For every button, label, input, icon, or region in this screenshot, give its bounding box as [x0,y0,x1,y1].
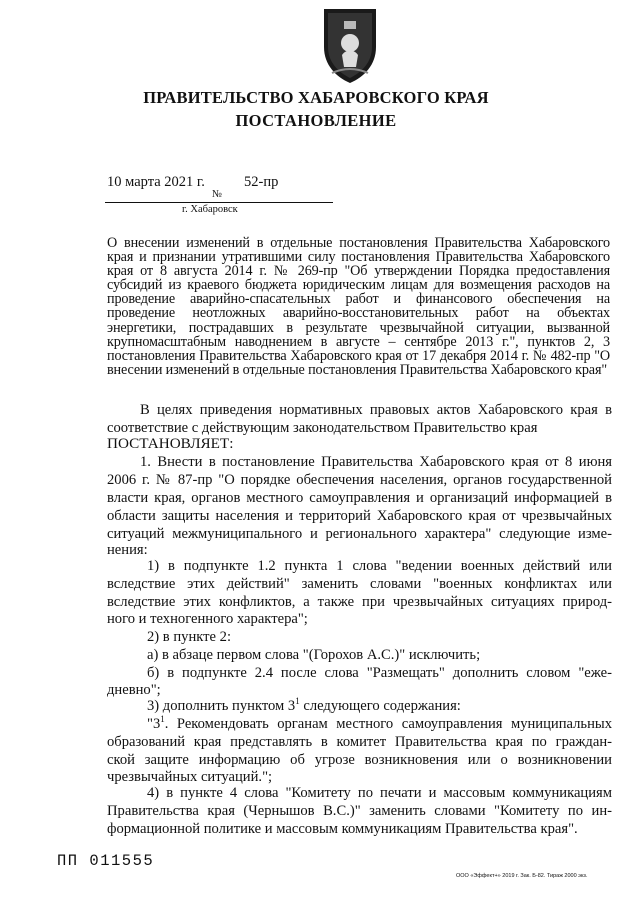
body-line: б) в подпункте 2.4 после слова "Размещать" дополнить словом "еже- [147,665,612,681]
coat-of-arms-emblem [318,3,382,87]
body-line-part: следующего содержания: [299,698,461,714]
printer-imprint: ООО «Эффект+» 2019 г. Зак. Б-82. Тираж 2000 экз. [456,873,588,879]
superscript-one: 1 [295,696,300,707]
document-number: 52-пр [244,174,279,190]
body-line: дневно"; [107,682,161,698]
body-line: нения: [107,542,148,558]
body-line: вследствие этих конфликтов, а также при чрезвычайных ситуациях природ- [107,594,612,610]
body-line-part: . Рекомендовать органам местного самоуправления муниципальных [164,716,612,732]
body-line: области защиты населения и территорий Хабаровского края от чрезвычайных [107,508,612,524]
body-line: 2006 г. № 87-пр "О порядке обеспечения населения, органов государственной [107,472,612,488]
city: г. Хабаровск [182,204,238,215]
body-line: 4) в пункте 4 слова "Комитету по печати и массовым коммуникациям [147,785,612,801]
body-line: ного и техногенного характера"; [107,611,308,627]
body-line [107,697,612,715]
body-line: власти края, органов местного самоуправления и организаций информацией в [107,490,612,506]
body-line-part: 3) дополнить пунктом 3 [147,698,296,714]
body-line: образований края представлять в комитет Правительства края по граждан- [107,734,612,750]
body-line: ситуаций межмуниципального и регионального характера" следующие изме- [107,526,612,542]
body-line: 1. Внести в постановление Правительства Хабаровского края от 8 июня [140,454,612,470]
date-number-line [105,202,333,203]
body-line-part: "3 [147,716,161,732]
body-line: соответствие с действующим законодательством Правительство края [107,420,538,436]
body-line: ПОСТАНОВЛЯЕТ: [107,435,234,452]
body-line: Правительства края (Чернышов В.С.)" заменить словами "Комитету по ин- [107,803,612,819]
body-line [107,715,612,733]
government-title: ПРАВИТЕЛЬСТВО ХАБАРОВСКОГО КРАЯ [143,88,489,107]
body-line: формационной политике и массовым коммуникациям Правительства края". [107,821,578,837]
body-line: 1) в подпункте 1.2 пункта 1 слова "ведении военных действий или [147,558,612,574]
document-date: 10 марта 2021 г. [107,174,205,190]
body-line: а) в абзаце первом слова "(Горохов А.С.)" исключить; [147,647,481,663]
form-serial-code: ПП 011555 [57,852,155,870]
document-subject: О внесении изменений в отдельные постановления Правительства Хабаровского края и признании утратившими силу постановления Правительства Хабаровского края от 8 августа 2014 г. № 269-пр "Об утверждении Порядка предоставления субсидий из краевого бюджета юридическим лицам для возмещения расходов на проведение аварийно-спасательных работ и финансового обеспечения на проведение неотложных аварийно-восстановительных работ на объектах энергетики, пострадавших в результате чрезвычайной ситуации, вызванной крупномасштабным наводнением в августе – сентябре 2013 г.", пунктов 2, 3 постановления Правительства Хабаровского края от 17 декабря 2014 г. № 482-пр "О внесении изменений в отдельные постановления Правительства Хабаровского края" [107,235,610,378]
number-sign: № [212,189,223,200]
body-line: 2) в пункте 2: [147,629,232,645]
body-line: чрезвычайных ситуаций."; [107,769,273,785]
body-line: ской защите информацию об угрозе возникновения или о возникновении [107,752,612,768]
body-line: вследствие этих действий" заменить словами "военных конфликтах или [107,576,612,592]
document-type: ПОСТАНОВЛЕНИЕ [235,111,397,130]
body-line: В целях приведения нормативных правовых актов Хабаровского края в [140,402,612,418]
superscript-one: 1 [160,714,165,725]
